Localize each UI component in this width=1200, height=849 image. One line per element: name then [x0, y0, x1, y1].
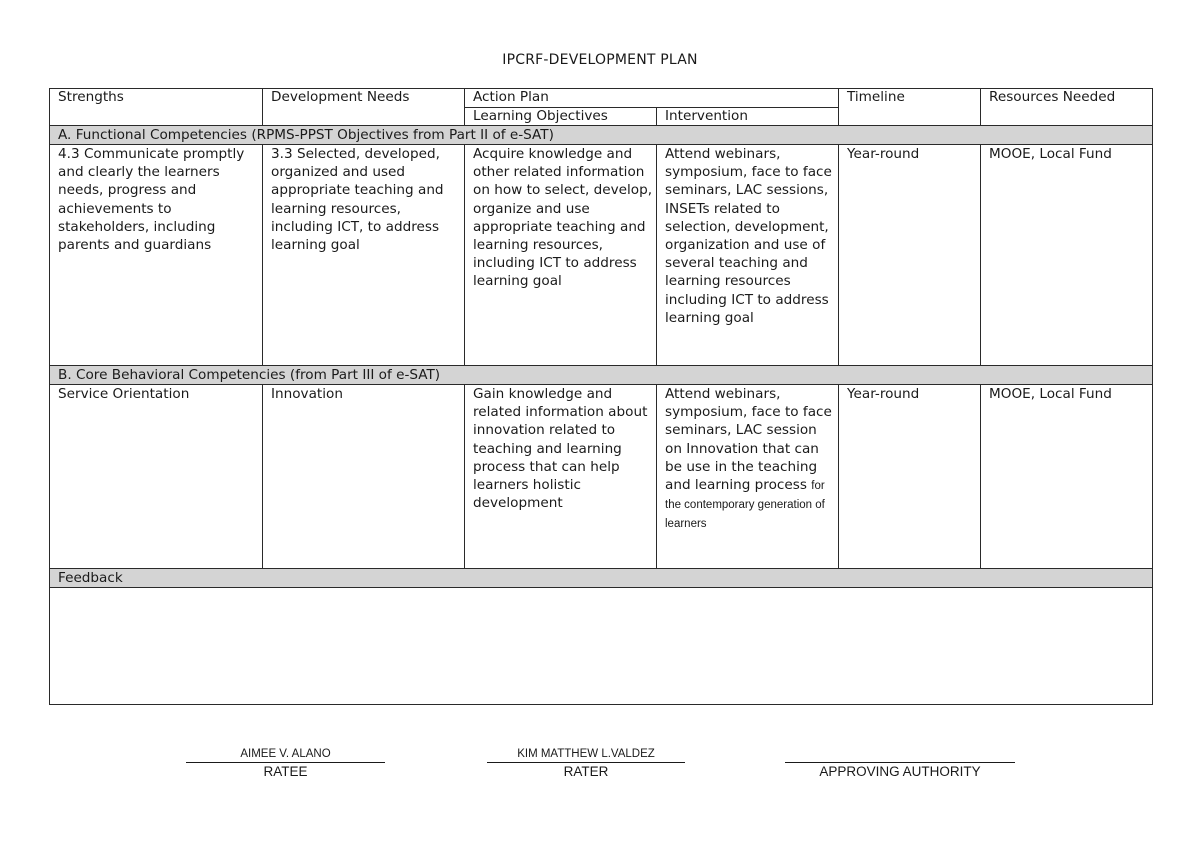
- section-a-title: A. Functional Competencies (RPMS-PPST Objectives from Part II of e-SAT): [50, 126, 1153, 145]
- feedback-header: [50, 569, 1153, 588]
- section-a-header: [50, 126, 1153, 145]
- approving-role: APPROVING AUTHORITY: [819, 764, 981, 779]
- cell-timeline: Year-round: [839, 385, 981, 569]
- cell-intervention: [657, 385, 839, 569]
- cell-learning-objectives: Acquire knowledge and other related information on how to select, develop, organize and use appropriate teaching and learning resources, including ICT to address learning goal: [465, 145, 657, 366]
- header-development-needs: Development Needs: [263, 89, 465, 126]
- feedback-title: Feedback: [50, 569, 1153, 588]
- signature-ratee: [186, 746, 385, 781]
- header-strengths: Strengths: [50, 89, 263, 126]
- ratee-name: AIMEE V. ALANO: [240, 748, 331, 760]
- header-action-plan: Action Plan: [465, 89, 839, 108]
- cell-resources: MOOE, Local Fund: [981, 145, 1153, 366]
- cell-development-needs: 3.3 Selected, developed, organized and used appropriate teaching and learning resources, including ICT, to address learning goal: [263, 145, 465, 366]
- table-row: [50, 145, 1153, 366]
- header-timeline: Timeline: [839, 89, 981, 126]
- signature-approving-authority: [785, 746, 1015, 781]
- header-resources-needed: Resources Needed: [981, 89, 1153, 126]
- cell-timeline: Year-round: [839, 145, 981, 366]
- signature-rater: [487, 746, 685, 781]
- cell-intervention: Attend webinars, symposium, face to face seminars, LAC sessions, INSETs related to selection, development, organization and use of several teaching and learning resources including ICT to address learning goal: [657, 145, 839, 366]
- development-plan-table: [49, 88, 1153, 705]
- header-intervention: Intervention: [657, 108, 839, 126]
- section-b-header: [50, 366, 1153, 385]
- feedback-row: [50, 588, 1153, 705]
- document-title: IPCRF-DEVELOPMENT PLAN: [502, 52, 698, 68]
- section-b-title: B. Core Behavioral Competencies (from Part III of e-SAT): [50, 366, 1153, 385]
- feedback-content: [50, 588, 1153, 705]
- intervention-text: Attend webinars, symposium, face to face seminars, LAC session on Innovation that can be use in the teaching and learning process: [665, 386, 832, 494]
- rater-name: KIM MATTHEW L.VALDEZ: [517, 748, 655, 760]
- table-row: [50, 385, 1153, 569]
- ratee-role: RATEE: [263, 764, 308, 779]
- header-learning-objectives: Learning Objectives: [465, 108, 657, 126]
- cell-strengths: Service Orientation: [50, 385, 263, 569]
- cell-strengths: 4.3 Communicate promptly and clearly the learners needs, progress and achievements to stakeholders, including parents and guardians: [50, 145, 263, 366]
- intervention-text-tail: for the contemporary generation of learners: [665, 480, 825, 531]
- cell-learning-objectives: Gain knowledge and related information about innovation related to teaching and learning process that can help learners holistic development: [465, 385, 657, 569]
- approving-name: [785, 746, 1015, 762]
- cell-development-needs: Innovation: [263, 385, 465, 569]
- rater-role: RATER: [563, 764, 609, 779]
- cell-resources: MOOE, Local Fund: [981, 385, 1153, 569]
